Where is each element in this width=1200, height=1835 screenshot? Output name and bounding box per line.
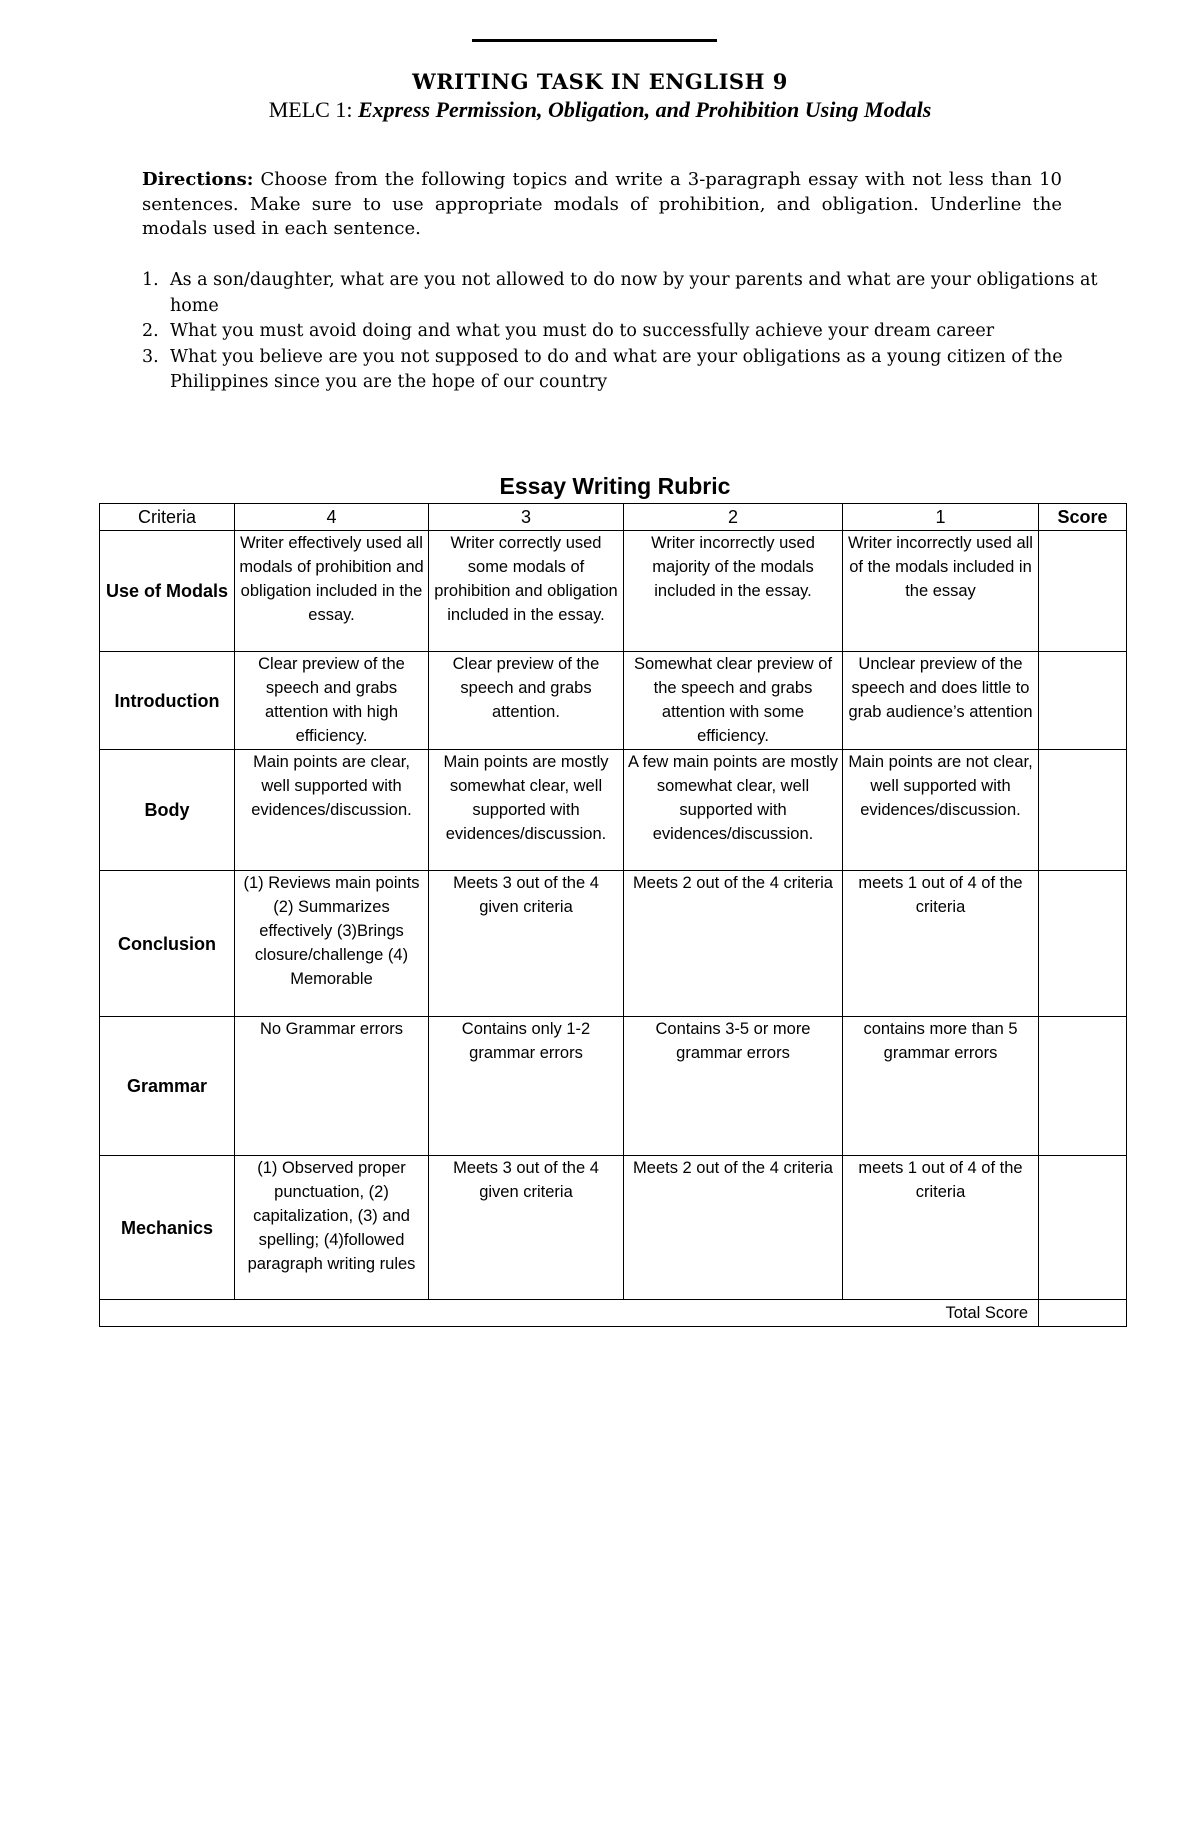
table-row: [100, 1156, 1127, 1300]
level-2-cell: Meets 2 out of the 4 criteria: [624, 1156, 843, 1300]
level-1-cell: contains more than 5 grammar errors: [843, 1017, 1039, 1156]
header-level-2: 2: [624, 504, 843, 531]
level-4-cell: Clear preview of the speech and grabs attention with high efficiency.: [235, 652, 429, 750]
level-1-cell: Main points are not clear, well supported with evidences/discussion.: [843, 750, 1039, 871]
topic-text: As a son/daughter, what are you not allowed to do now by your parents and what are your obligations at home: [170, 270, 1098, 316]
criteria-cell: Mechanics: [100, 1156, 235, 1300]
total-score-label: Total Score: [100, 1300, 1039, 1327]
level-3-cell: Meets 3 out of the 4 given criteria: [429, 1156, 624, 1300]
level-1-cell: meets 1 out of 4 of the criteria: [843, 1156, 1039, 1300]
total-row: [100, 1300, 1127, 1327]
level-1-cell: Writer incorrectly used all of the modals included in the essay: [843, 531, 1039, 652]
directions-paragraph: [142, 168, 1062, 242]
level-4-cell: Main points are clear, well supported with evidences/discussion.: [235, 750, 429, 871]
header-level-1: 1: [843, 504, 1039, 531]
topic-text: What you believe are you not supposed to do and what are your obligations as a young citizen of the Philippines since you are the hope of our country: [170, 346, 1063, 392]
header-level-4: 4: [235, 504, 429, 531]
level-2-cell: Contains 3-5 or more grammar errors: [624, 1017, 843, 1156]
table-row: [100, 531, 1127, 652]
level-4-cell: (1) Observed proper punctuation, (2) capitalization, (3) and spelling; (4)followed paragraph writing rules: [235, 1156, 429, 1300]
criteria-cell: Body: [100, 750, 235, 871]
table-row: [100, 652, 1127, 750]
level-4-cell: No Grammar errors: [235, 1017, 429, 1156]
melc-line: [0, 97, 1200, 123]
rubric-table: [99, 503, 1127, 1327]
melc-description: Express Permission, Obligation, and Prohibition Using Modals: [357, 97, 932, 122]
score-cell[interactable]: [1039, 652, 1127, 750]
level-2-cell: A few main points are mostly somewhat clear, well supported with evidences/discussion.: [624, 750, 843, 871]
criteria-cell: Grammar: [100, 1017, 235, 1156]
topic-item: [142, 268, 1122, 319]
criteria-cell: Use of Modals: [100, 531, 235, 652]
top-rule: [472, 39, 717, 42]
score-cell[interactable]: [1039, 531, 1127, 652]
level-3-cell: Contains only 1-2 grammar errors: [429, 1017, 624, 1156]
melc-label: MELC 1:: [268, 97, 353, 122]
total-score-cell[interactable]: [1039, 1300, 1127, 1327]
level-2-cell: Meets 2 out of the 4 criteria: [624, 871, 843, 1017]
criteria-cell: Conclusion: [100, 871, 235, 1017]
topic-number: 2.: [142, 321, 159, 341]
topic-item: [142, 319, 1122, 345]
directions-text: Choose from the following topics and write a 3-paragraph essay with not less than 10 sentences. Make sure to use appropriate modals of prohibition, and obligation. Underline the modals used in each sentence.: [142, 169, 1062, 239]
level-4-cell: (1) Reviews main points (2) Summarizes effectively (3)Brings closure/challenge (4) Memorable: [235, 871, 429, 1017]
level-3-cell: Main points are mostly somewhat clear, well supported with evidences/discussion.: [429, 750, 624, 871]
rubric-title: Essay Writing Rubric: [499, 473, 731, 499]
level-4-cell: Writer effectively used all modals of prohibition and obligation included in the essay.: [235, 531, 429, 652]
topic-text: What you must avoid doing and what you must do to successfully achieve your dream career: [170, 321, 995, 341]
score-cell[interactable]: [1039, 1017, 1127, 1156]
level-1-cell: meets 1 out of 4 of the criteria: [843, 871, 1039, 1017]
score-cell[interactable]: [1039, 1156, 1127, 1300]
table-row: [100, 871, 1127, 1017]
criteria-cell: Introduction: [100, 652, 235, 750]
header-score: Score: [1039, 504, 1127, 531]
document-title: WRITING TASK IN ENGLISH 9: [412, 69, 788, 94]
header-criteria: Criteria: [100, 504, 235, 531]
level-1-cell: Unclear preview of the speech and does little to grab audience’s attention: [843, 652, 1039, 750]
topics-list: [142, 268, 1122, 396]
score-cell[interactable]: [1039, 750, 1127, 871]
directions-label: Directions:: [142, 169, 254, 190]
header-level-3: 3: [429, 504, 624, 531]
table-row: [100, 1017, 1127, 1156]
table-row: [100, 750, 1127, 871]
score-cell[interactable]: [1039, 871, 1127, 1017]
level-2-cell: Writer incorrectly used majority of the modals included in the essay.: [624, 531, 843, 652]
level-2-cell: Somewhat clear preview of the speech and grabs attention with some efficiency.: [624, 652, 843, 750]
level-3-cell: Meets 3 out of the 4 given criteria: [429, 871, 624, 1017]
level-3-cell: Clear preview of the speech and grabs attention.: [429, 652, 624, 750]
topic-number: 1.: [142, 270, 159, 290]
rubric-header-row: [100, 504, 1127, 531]
topic-item: [142, 345, 1122, 396]
topic-number: 3.: [142, 346, 159, 367]
level-3-cell: Writer correctly used some modals of prohibition and obligation included in the essay.: [429, 531, 624, 652]
